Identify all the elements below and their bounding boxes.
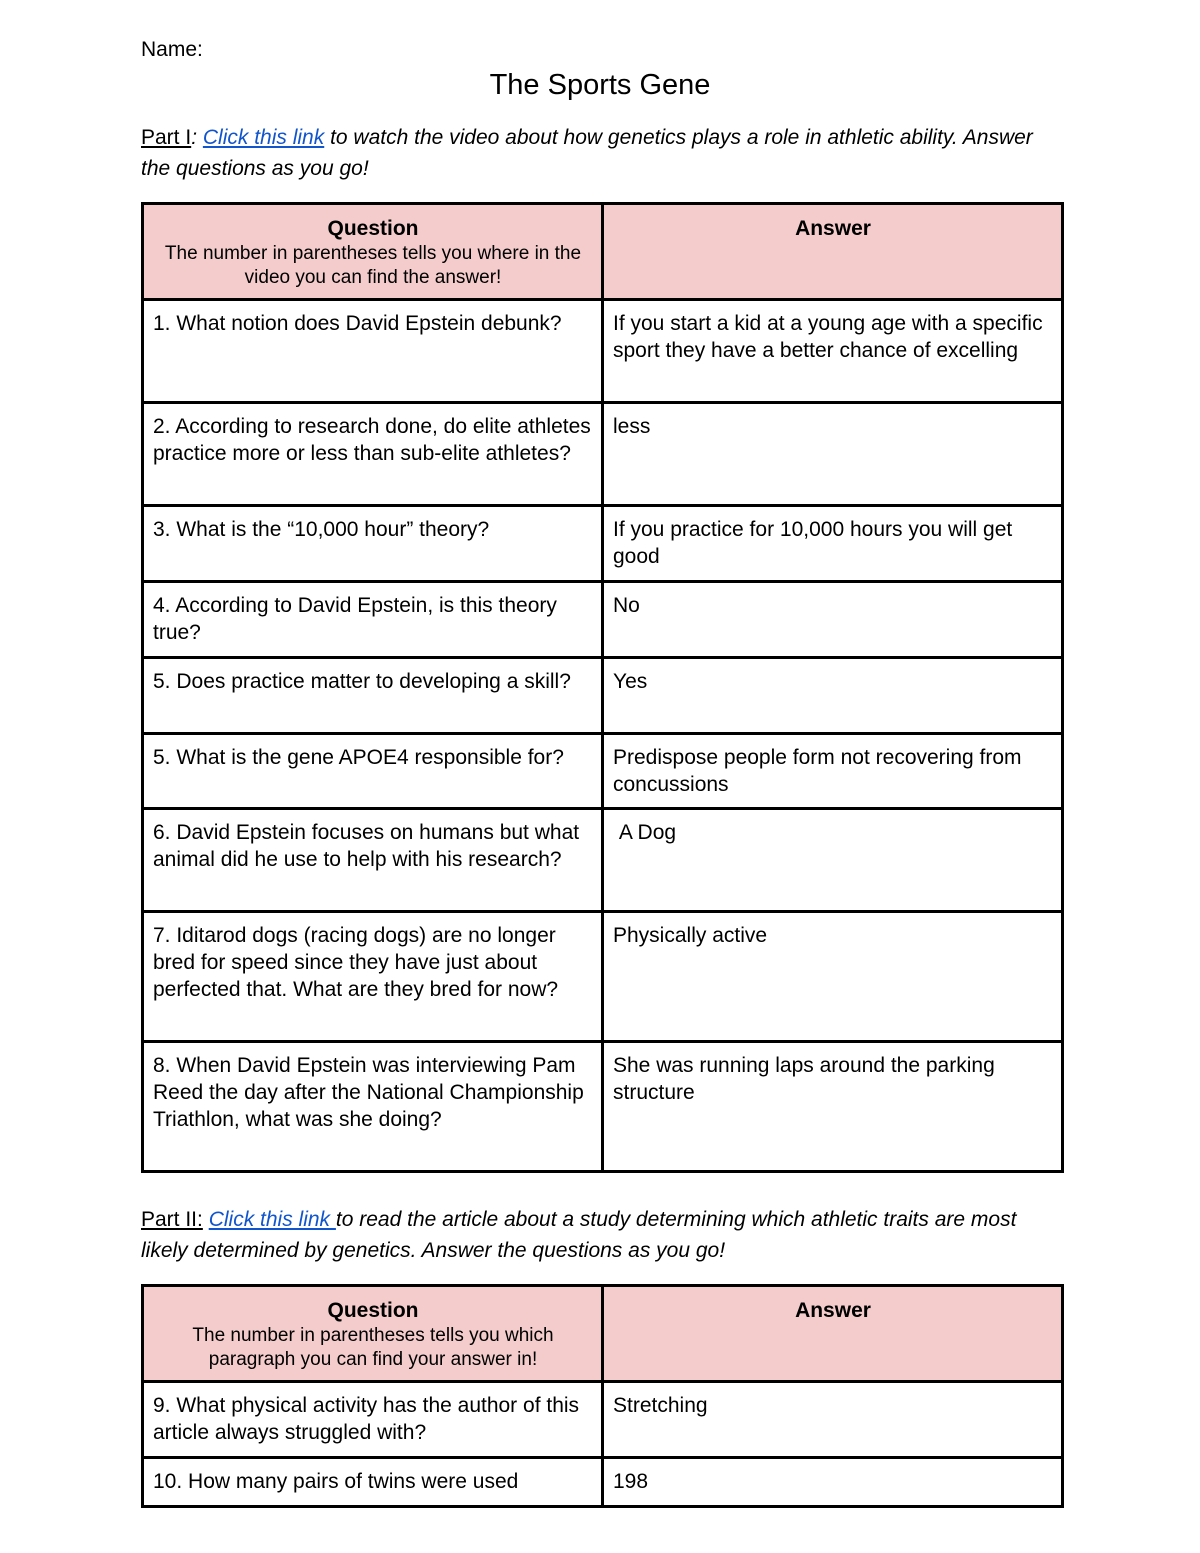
table-row — [143, 506, 1063, 582]
answer-header: Answer — [795, 217, 871, 240]
answer-cell[interactable]: Yes — [603, 658, 1063, 734]
answer-cell[interactable]: Stretching — [603, 1382, 1063, 1458]
question-cell: 8. When David Epstein was interviewing Pam Reed the day after the National Championship Triathlon, what was she doing? — [143, 1042, 603, 1172]
question-subheader: The number in parentheses tells you where in the video you can find the answer! — [164, 243, 582, 288]
answer-cell[interactable]: A Dog — [603, 809, 1063, 912]
table-row — [143, 582, 1063, 658]
table-row — [143, 1042, 1063, 1172]
question-cell: 6. David Epstein focuses on humans but what animal did he use to help with his research? — [143, 809, 603, 912]
question-header-cell — [143, 1286, 603, 1382]
question-header: Question — [327, 217, 419, 240]
part1-instructions — [141, 122, 1041, 184]
answer-header-cell — [603, 1286, 1063, 1382]
name-label: Name: — [141, 38, 203, 61]
table-row — [143, 1382, 1063, 1458]
answer-cell[interactable]: She was running laps around the parking structure — [603, 1042, 1063, 1172]
question-cell: 5. Does practice matter to developing a skill? — [143, 658, 603, 734]
question-cell: 2. According to research done, do elite athletes practice more or less than sub-elite athletes? — [143, 403, 603, 506]
answer-cell[interactable]: Predispose people form not recovering from concussions — [603, 734, 1063, 809]
part2-question-table — [141, 1284, 1064, 1508]
part1-video-link[interactable]: Click this link — [202, 126, 325, 149]
answer-header: Answer — [795, 1299, 871, 1322]
part1-question-table — [141, 202, 1064, 1173]
answer-cell[interactable]: 198 — [603, 1458, 1063, 1507]
question-header-cell — [143, 204, 603, 300]
table-row — [143, 1458, 1063, 1507]
answer-cell[interactable]: Physically active — [603, 912, 1063, 1042]
answer-cell[interactable]: If you practice for 10,000 hours you will get good — [603, 506, 1063, 582]
part2-instructions-text: to read the article about a study determining which athletic traits are most likely determined by genetics. Answer the questions as you go! — [141, 1208, 1017, 1262]
table-row — [143, 658, 1063, 734]
page-title: The Sports Gene — [489, 69, 711, 101]
answer-cell[interactable]: No — [603, 582, 1063, 658]
answer-header-cell — [603, 204, 1063, 300]
answer-cell[interactable]: less — [603, 403, 1063, 506]
part2-label: Part II: — [141, 1208, 203, 1231]
table-row — [143, 912, 1063, 1042]
question-cell: 5. What is the gene APOE4 responsible for? — [143, 734, 603, 809]
question-cell: 10. How many pairs of twins were used — [143, 1458, 603, 1507]
question-cell: 7. Iditarod dogs (racing dogs) are no longer bred for speed since they have just about perfected that. What are they bred for now? — [143, 912, 603, 1042]
answer-cell[interactable]: If you start a kid at a young age with a specific sport they have a better chance of excelling — [603, 300, 1063, 403]
table-header-row — [143, 204, 1063, 300]
part1-label: Part I — [141, 126, 192, 149]
part2-instructions — [141, 1204, 1041, 1266]
question-cell: 1. What notion does David Epstein debunk? — [143, 300, 603, 403]
part2-article-link[interactable]: Click this link — [208, 1208, 336, 1231]
question-cell: 3. What is the “10,000 hour” theory? — [143, 506, 603, 582]
part1-label-suffix: : — [191, 126, 198, 149]
table-row — [143, 403, 1063, 506]
question-header: Question — [327, 1299, 419, 1322]
table-row — [143, 734, 1063, 809]
part1-instructions-text: to watch the video about how genetics plays a role in athletic ability. Answer the questions as you go! — [141, 126, 1033, 180]
table-row — [143, 300, 1063, 403]
table-header-row — [143, 1286, 1063, 1382]
question-cell: 4. According to David Epstein, is this theory true? — [143, 582, 603, 658]
table-row — [143, 809, 1063, 912]
question-subheader: The number in parentheses tells you which paragraph you can find your answer in! — [192, 1325, 554, 1370]
question-cell: 9. What physical activity has the author of this article always struggled with? — [143, 1382, 603, 1458]
